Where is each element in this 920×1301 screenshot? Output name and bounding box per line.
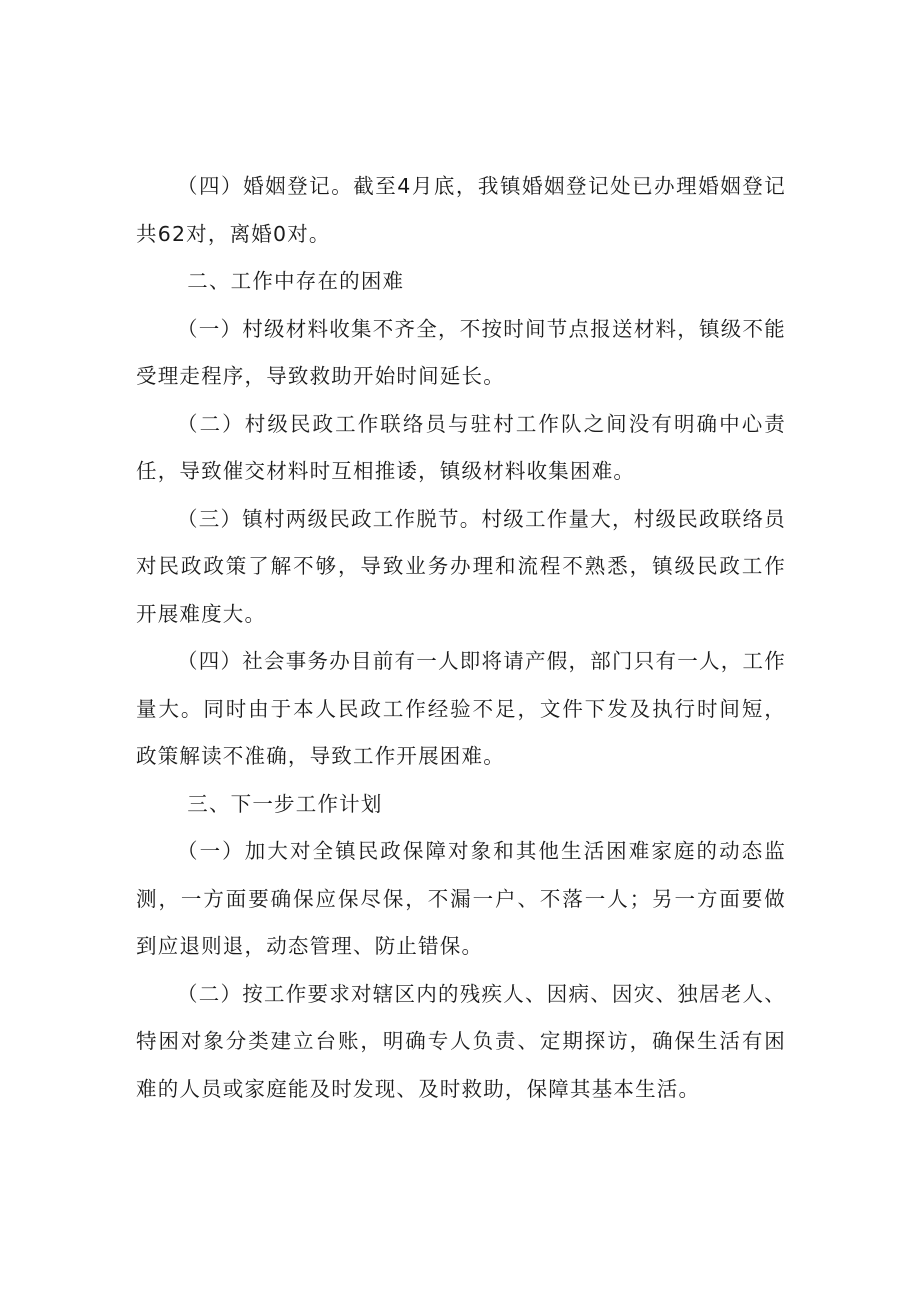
paragraph-plan-2: （二）按工作要求对辖区内的残疾人、因病、因灾、独居老人、特困对象分类建立台账，明确专人负责、定期探访，确保生活有困难的人员或家庭能及时发现、及时救助，保障其基本生活。 — [136, 981, 786, 1101]
paragraph-difficulty-1: （一）村级材料收集不齐全，不按时间节点报送材料，镇级不能受理走程序，导致救助开始时间延长。 — [136, 316, 786, 388]
paragraph-marriage-registration: （四）婚姻登记。截至4月底，我镇婚姻登记处已办理婚姻登记共62对，离婚0对。 — [136, 174, 786, 246]
heading-next-plan: 三、下一步工作计划 — [187, 791, 383, 816]
paragraph-plan-1: （一）加大对全镇民政保障对象和其他生活困难家庭的动态监测，一方面要确保应保尽保，不漏一户、不落一人；另一方面要做到应退则退，动态管理、防止错保。 — [136, 839, 786, 958]
paragraph-difficulty-3: （三）镇村两级民政工作脱节。村级工作量大，村级民政联络员对民政政策了解不够，导致业务办理和流程不熟悉，镇级民政工作开展难度大。 — [136, 506, 786, 626]
document-body — [136, 163, 786, 1113]
paragraph-difficulty-2: （二）村级民政工作联络员与驻村工作队之间没有明确中心责任，导致催交材料时互相推诿，镇级材料收集困难。 — [136, 411, 786, 483]
paragraph-difficulty-4: （四）社会事务办目前有一人即将请产假，部门只有一人，工作量大。同时由于本人民政工作经验不足，文件下发及执行时间短，政策解读不准确，导致工作开展困难。 — [136, 649, 786, 768]
heading-difficulties: 二、工作中存在的困难 — [187, 269, 405, 293]
